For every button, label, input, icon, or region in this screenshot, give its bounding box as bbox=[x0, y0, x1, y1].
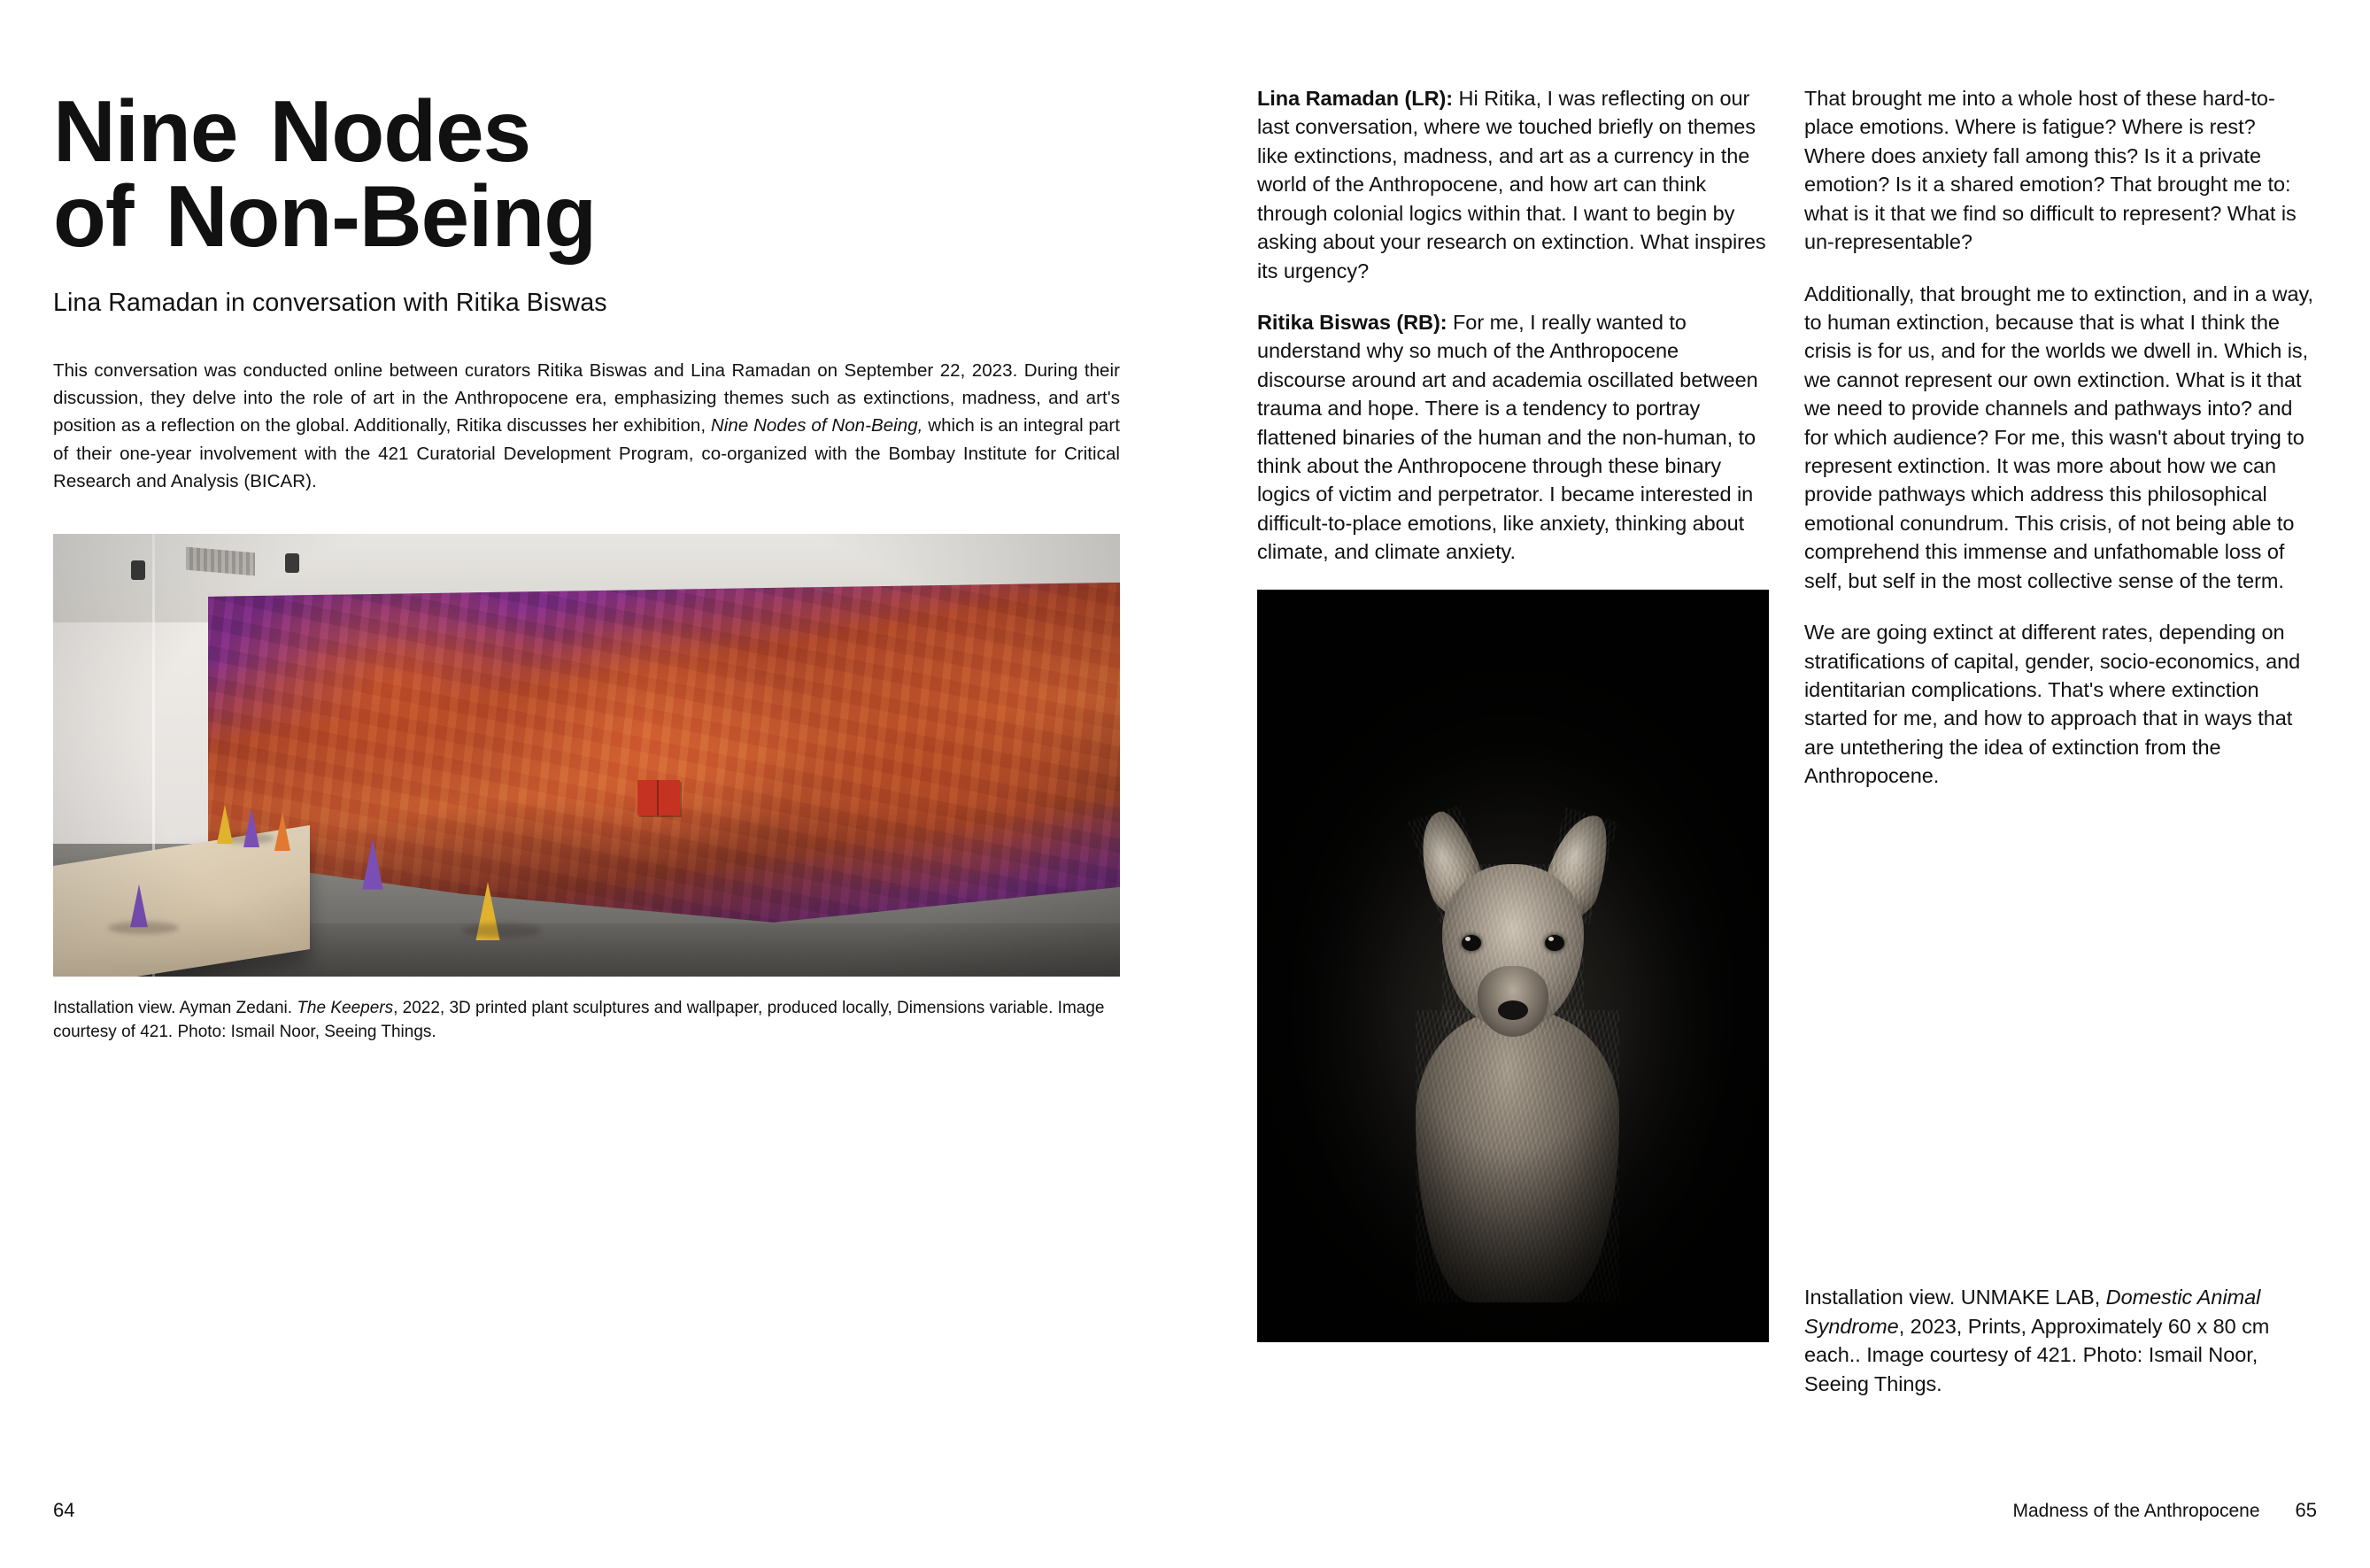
column-right bbox=[1804, 84, 2316, 1483]
running-head: Madness of the Anthropocene bbox=[2012, 1501, 2260, 1521]
column-right-inner bbox=[1804, 84, 2316, 1483]
right-page bbox=[1204, 0, 2370, 1568]
speaker-label-rb: Ritika Biswas (RB): bbox=[1257, 310, 1447, 334]
page-subtitle: Lina Ramadan in conversation with Ritika Biswas bbox=[53, 289, 607, 318]
photo-vignette bbox=[1257, 590, 1769, 1342]
intro-exhibition-title: Nine Nodes of Non-Being, bbox=[710, 415, 923, 436]
title-line-2: of Non-Being bbox=[53, 167, 597, 266]
figure-caption-left bbox=[53, 996, 1120, 1045]
speaker-label-lr: Lina Ramadan (LR): bbox=[1257, 87, 1454, 110]
paragraph-body: Hi Ritika, I was reflecting on our last conversation, where we touched briefly on themes like extinctions, madness, and art as a currency in the world of the Anthropocene, and how art can think through colonial logics within that. I want to begin by asking about your research on extinction. What inspires its urgency? bbox=[1257, 87, 1766, 282]
figure-caption-right bbox=[1804, 1283, 2316, 1398]
photo-domestic-animal-syndrome bbox=[1257, 590, 1769, 1342]
caption-text-part-2: , 2022, 3D printed plant sculptures and wallpaper, produced locally, Dimensions variable. Image courtesy of 421. Photo: Ismail Noor, Seeing Things. bbox=[53, 998, 1105, 1042]
caption-text-part-1: Installation view. Ayman Zedani. bbox=[53, 998, 297, 1017]
paragraph-rb-2: Additionally, that brought me to extinction, and in a way, to human extinction, because that is what I think the crisis is for us, and for the worlds we dwell in. Which is, we cannot represent our own extinction. What is it that we need to provide channels and pathways into? and for which audience? For me, this wasn't about trying to represent extinction. It was more about how we can provide pathways which address this philosophical emotional conundrum. This crisis, of not being able to comprehend this immense and unfathomable loss of self, but self in the most collective sense of the term. bbox=[1804, 282, 2313, 592]
left-figure bbox=[53, 534, 1120, 1045]
page-number-right: 65 bbox=[2295, 1499, 2317, 1521]
text-columns bbox=[1257, 84, 2317, 1483]
caption-artwork-title: The Keepers bbox=[297, 998, 394, 1017]
photo-vignette bbox=[53, 534, 1120, 977]
caption-text-part-2: , 2023, Prints, Approximately 60 x 80 cm each.. Image courtesy of 421. Photo: Ismail Noor, Seeing Things. bbox=[1804, 1314, 2270, 1395]
paragraph-rb-answer bbox=[1257, 308, 1769, 567]
column-left bbox=[1257, 84, 1769, 1483]
intro-paragraph bbox=[53, 357, 1120, 495]
caption-artwork-title: Domestic Animal Syndrome bbox=[1804, 1286, 2261, 1338]
page-number-left: 64 bbox=[53, 1499, 75, 1521]
intro-text-part-2: which is an integral part of their one-year involvement with the 421 Curatorial Development Program, co-organized with the Bombay Institute for Critical Research and Analysis (BICAR). bbox=[53, 415, 1120, 491]
paragraph-lr-question bbox=[1257, 84, 1769, 285]
paragraph-rb-1: That brought me into a whole host of these hard-to-place emotions. Where is fatigue? Where is rest? Where does anxiety fall among this? Is it a private emotion? Is it a shared emotion? That brought me to: what is it that we find so difficult to represent? What is un-representable? bbox=[1804, 87, 2297, 254]
caption-text-part-1: Installation view. UNMAKE LAB, bbox=[1804, 1286, 2106, 1309]
intro-text-part-1: This conversation was conducted online between curators Ritika Biswas and Lina Ramadan on September 22, 2023. During their discussion, they delve into the role of art in the Anthropocene era, emphasizing themes such as extinctions, madness, and art's position as a reflection on the global. Additionally, Ritika discusses her exhibition, bbox=[53, 360, 1120, 436]
installation-photo-keepers bbox=[53, 534, 1120, 977]
paragraph-rb-3: We are going extinct at different rates, depending on stratifications of capital, gender, socio-economics, and identitarian complications. That's where extinction started for me, and how to approach that in ways that are untethering the idea of extinction from the Anthropocene. bbox=[1804, 621, 2301, 788]
title-line-1: Nine Nodes bbox=[53, 82, 531, 180]
page-footer-right bbox=[2012, 1499, 2317, 1522]
page-title bbox=[53, 82, 1133, 266]
paragraph-body: For me, I really wanted to understand why so much of the Anthropocene discourse around art and academia oscillated between trauma and hope. There is a tendency to portray flattened binaries of the human and the non-human, to think about the Anthropocene through these binary logics of victim and perpetrator. I became interested in difficult-to-place emotions, like anxiety, thinking about climate, and climate anxiety. bbox=[1257, 310, 1758, 564]
